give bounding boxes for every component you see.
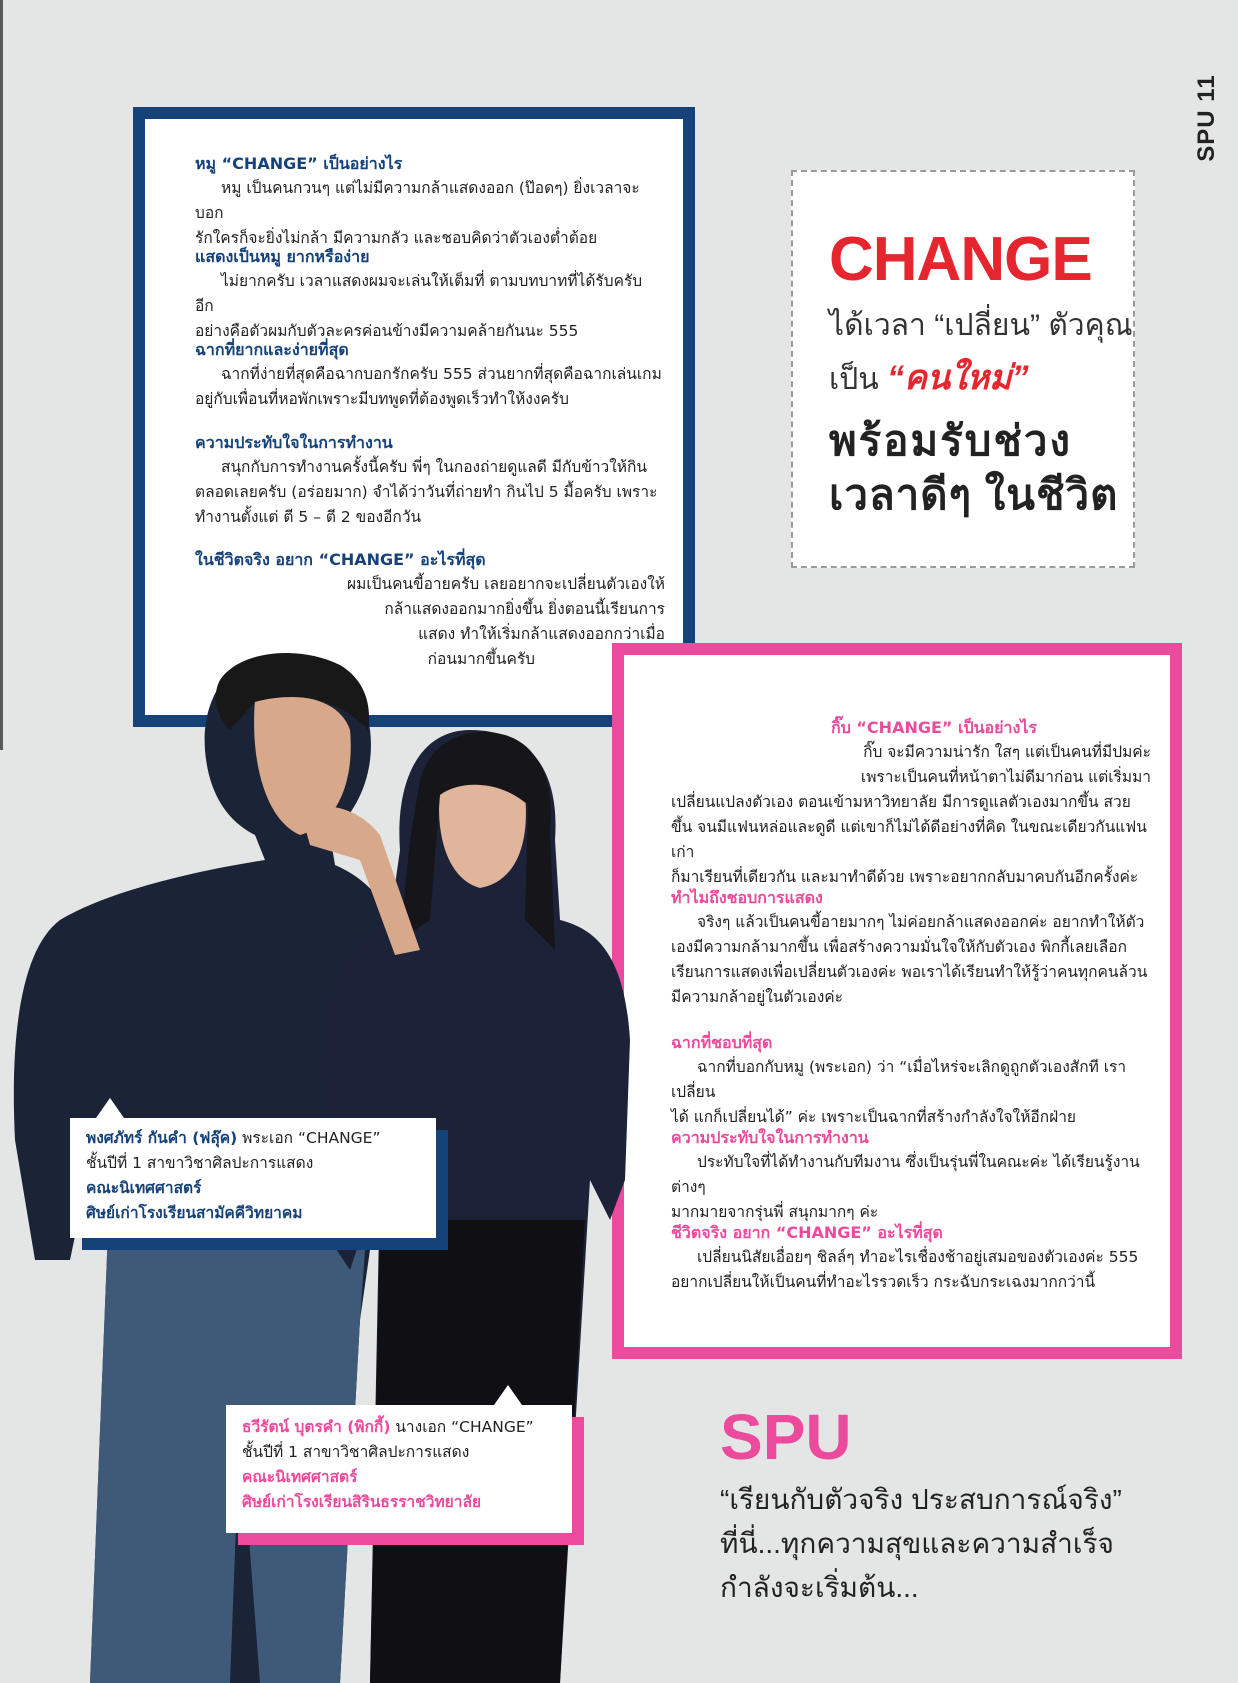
actor-alumni: ศิษย์เก่าโรงเรียนสิรินธรราชวิทยาลัย <box>242 1493 482 1511</box>
interview-item <box>195 151 665 251</box>
question: ทำไมถึงชอบการแสดง <box>671 888 823 907</box>
actor-year: ชั้นปีที่ 1 สาขาวิชาศิลปะการแสดง <box>86 1154 314 1172</box>
answer-line: จริงๆ แล้วเป็นคนขี้อายมากๆ ไม่ค่อยกล้าแสดงออกค่ะ อยากทำให้ตัว <box>697 913 1145 931</box>
answer-line: ประทับใจที่ได้ทำงานกับทีมงาน ซึ่งเป็นรุ่นพี่ในคณะค่ะ ได้เรียนรู้งานต่างๆ <box>671 1153 1140 1196</box>
actor-year: ชั้นปีที่ 1 สาขาวิชาศิลปะการแสดง <box>242 1443 470 1461</box>
actor-faculty: คณะนิเทศศาสตร์ <box>86 1179 202 1197</box>
actor-role: นางเอก “CHANGE” <box>390 1418 534 1436</box>
headline-emphasis: “คนใหม่” <box>887 359 1029 397</box>
answer-line: ฉากที่บอกกับหมู (พระเอก) ว่า “เมื่อไหร่จะเลิกดูถูกตัวเองสักที เราเปลี่ยน <box>671 1058 1127 1101</box>
actor-alumni: ศิษย์เก่าโรงเรียนสามัคคีวิทยาคม <box>86 1204 303 1222</box>
interview-item <box>671 715 1151 890</box>
question: แสดงเป็นหมู ยากหรือง่าย <box>195 247 370 266</box>
spu-logo-text: SPU <box>720 1401 852 1473</box>
caption-name-line <box>86 1126 420 1151</box>
answer-line: ขึ้น จนมีแฟนหล่อและดูดี แต่เขาก็ไม่ได้ดีอย่างที่คิด ในขณะเดียวกันแฟนเก่า <box>671 818 1147 861</box>
question: ชีวิตจริง อยาก “CHANGE” อะไรที่สุด <box>671 1223 943 1242</box>
question: ในชีวิตจริง อยาก “CHANGE” อะไรที่สุด <box>195 550 486 569</box>
answer-line: ไม่ยากครับ เวลาแสดงผมจะเล่นให้เต็มที่ ตามบทบาทที่ได้รับครับ อีก <box>195 272 643 315</box>
headline-line <box>829 350 1029 404</box>
interview-item <box>671 1030 1151 1130</box>
answer-line: อยากเปลี่ยนให้เป็นคนที่ทำอะไรรวดเร็ว กระฉับกระเฉงมากกว่านี้ <box>671 1273 1096 1291</box>
answer-line: ได้ แกก็เปลี่ยนได้” ค่ะ เพราะเป็นฉากที่สร้างกำลังใจให้อีกฝ่าย <box>671 1108 1076 1126</box>
headline-prefix: เป็น <box>829 363 879 396</box>
answer-line: มีความกล้าอยู่ในตัวเองค่ะ <box>671 988 843 1006</box>
headline-title: CHANGE <box>829 225 1092 294</box>
answer-line: อย่างคือตัวผมกับตัวละครค่อนข้างมีความคล้ายกันนะ 555 <box>195 322 579 340</box>
answer-line: อยู่กับเพื่อนที่หอพักเพราะมีบทพูดที่ต้องพูดเร็วทำให้งงครับ <box>195 390 569 408</box>
answer-line: ผมเป็นคนขี้อายครับ เลยอยากจะเปลี่ยนตัวเองให้ <box>347 575 665 593</box>
answer-line: ตลอดเลยครับ (อร่อยมาก) จำได้ว่าวันที่ถ่ายทำ กินไป 5 มื้อครับ เพราะ <box>195 483 658 501</box>
slogan-line: ที่นี่...ทุกความสุขและความสำเร็จ <box>720 1528 1114 1559</box>
answer-line: รักใครก็จะยิ่งไม่กล้า มีความกลัว และชอบคิดว่าตัวเองต่ำต้อย <box>195 229 598 247</box>
male-caption-box <box>70 1118 436 1238</box>
question: ฉากที่ชอบที่สุด <box>671 1033 773 1052</box>
slogan-line: กำลังจะเริ่มต้น... <box>720 1572 919 1603</box>
headline-box <box>791 170 1135 568</box>
question: ความประทับใจในการทำงาน <box>195 433 393 452</box>
headline-line: เวลาดีๆ ในชีวิต <box>829 471 1119 518</box>
answer-line: แสดง ทำให้เริ่มกล้าแสดงออกกว่าเมื่อ <box>418 625 665 643</box>
question: หมู “CHANGE” เป็นอย่างไร <box>195 154 403 173</box>
interview-item <box>671 1220 1151 1295</box>
answer-line: เปลี่ยนนิสัยเอื่อยๆ ชิลล์ๆ ทำอะไรเชื่องช้าอยู่เสมอของตัวเองค่ะ 555 <box>697 1248 1139 1266</box>
answer-line: กล้าแสดงออกมากยิ่งขึ้น ยิ่งตอนนี้เรียนการ <box>384 600 665 618</box>
answer-line: มากมายจากรุ่นพี่ สนุกมากๆ ค่ะ <box>671 1203 879 1221</box>
slogan-line: “เรียนกับตัวจริง ประสบการณ์จริง” <box>720 1484 1122 1515</box>
caption-pointer <box>96 1098 124 1118</box>
page-number-text: SPU 11 <box>1193 74 1220 162</box>
actor-name: พงศภัทร์ กันคำ (ฟลุ๊ค) <box>86 1129 238 1147</box>
page-number <box>1184 70 1230 180</box>
interview-item <box>195 337 665 412</box>
answer-line: ฉากที่ง่ายที่สุดคือฉากบอกรักครับ 555 ส่วนยากที่สุดคือฉากเล่นเกม <box>221 365 662 383</box>
interview-item <box>195 430 665 530</box>
answer-line: สนุกกับการทำงานครั้งนี้ครับ พี่ๆ ในกองถ่ายดูแลดี มีกับข้าวให้กิน <box>221 458 648 476</box>
headline-line: พร้อมรับช่วง <box>829 417 1072 464</box>
female-caption-box <box>226 1405 572 1533</box>
answer-line: กิ๊บ จะมีความน่ารัก ใสๆ แต่เป็นคนที่มีปมค่ะ <box>863 743 1151 761</box>
question: ความประทับใจในการทำงาน <box>671 1128 869 1147</box>
answer-line: เปลี่ยนแปลงตัวเอง ตอนเข้ามหาวิทยาลัย มีการดูแลตัวเองมากขึ้น สวย <box>671 793 1131 811</box>
answer-line: ทำงานตั้งแต่ ตี 5 – ตี 2 ของอีกวัน <box>195 508 422 526</box>
interview-item <box>195 244 665 344</box>
actor-role: พระเอก “CHANGE” <box>237 1129 381 1147</box>
headline-line: ได้เวลา “เปลี่ยน” ตัวคุณ <box>829 309 1133 342</box>
actor-faculty: คณะนิเทศศาสตร์ <box>242 1468 358 1486</box>
question: ฉากที่ยากและง่ายที่สุด <box>195 340 349 359</box>
answer-line: หมู เป็นคนกวนๆ แต่ไม่มีความกล้าแสดงออก (ป๊อดๆ) ยิ่งเวลาจะบอก <box>195 179 640 222</box>
answer-line: ก่อนมากขึ้นครับ <box>427 650 535 668</box>
answer-line: ก็มาเรียนที่เดียวกัน และมาทำดีด้วย เพราะอยากกลับมาคบกันอีกครั้งค่ะ <box>671 868 1139 886</box>
caption-name-line <box>242 1415 556 1440</box>
question: กิ๊บ “CHANGE” เป็นอย่างไร <box>831 718 1037 737</box>
caption-pointer <box>494 1385 522 1405</box>
actor-name: ธวีรัตน์ บุตรคำ (พิกกี้) <box>242 1418 391 1436</box>
interview-item <box>671 885 1151 1010</box>
answer-line: เองมีความกล้ามากขึ้น เพื่อสร้างความมั่นใจให้กับตัวเอง พิกกี้เลยเลือก <box>671 938 1127 956</box>
answer-line: เรียนการแสดงเพื่อเปลี่ยนตัวเองค่ะ พอเราได้เรียนทำให้รู้ว่าคนทุกคนล้วน <box>671 963 1148 981</box>
answer-line: เพราะเป็นคนที่หน้าตาไม่ดีมาก่อน แต่เริ่มมา <box>860 768 1151 786</box>
interview-item <box>671 1125 1151 1225</box>
